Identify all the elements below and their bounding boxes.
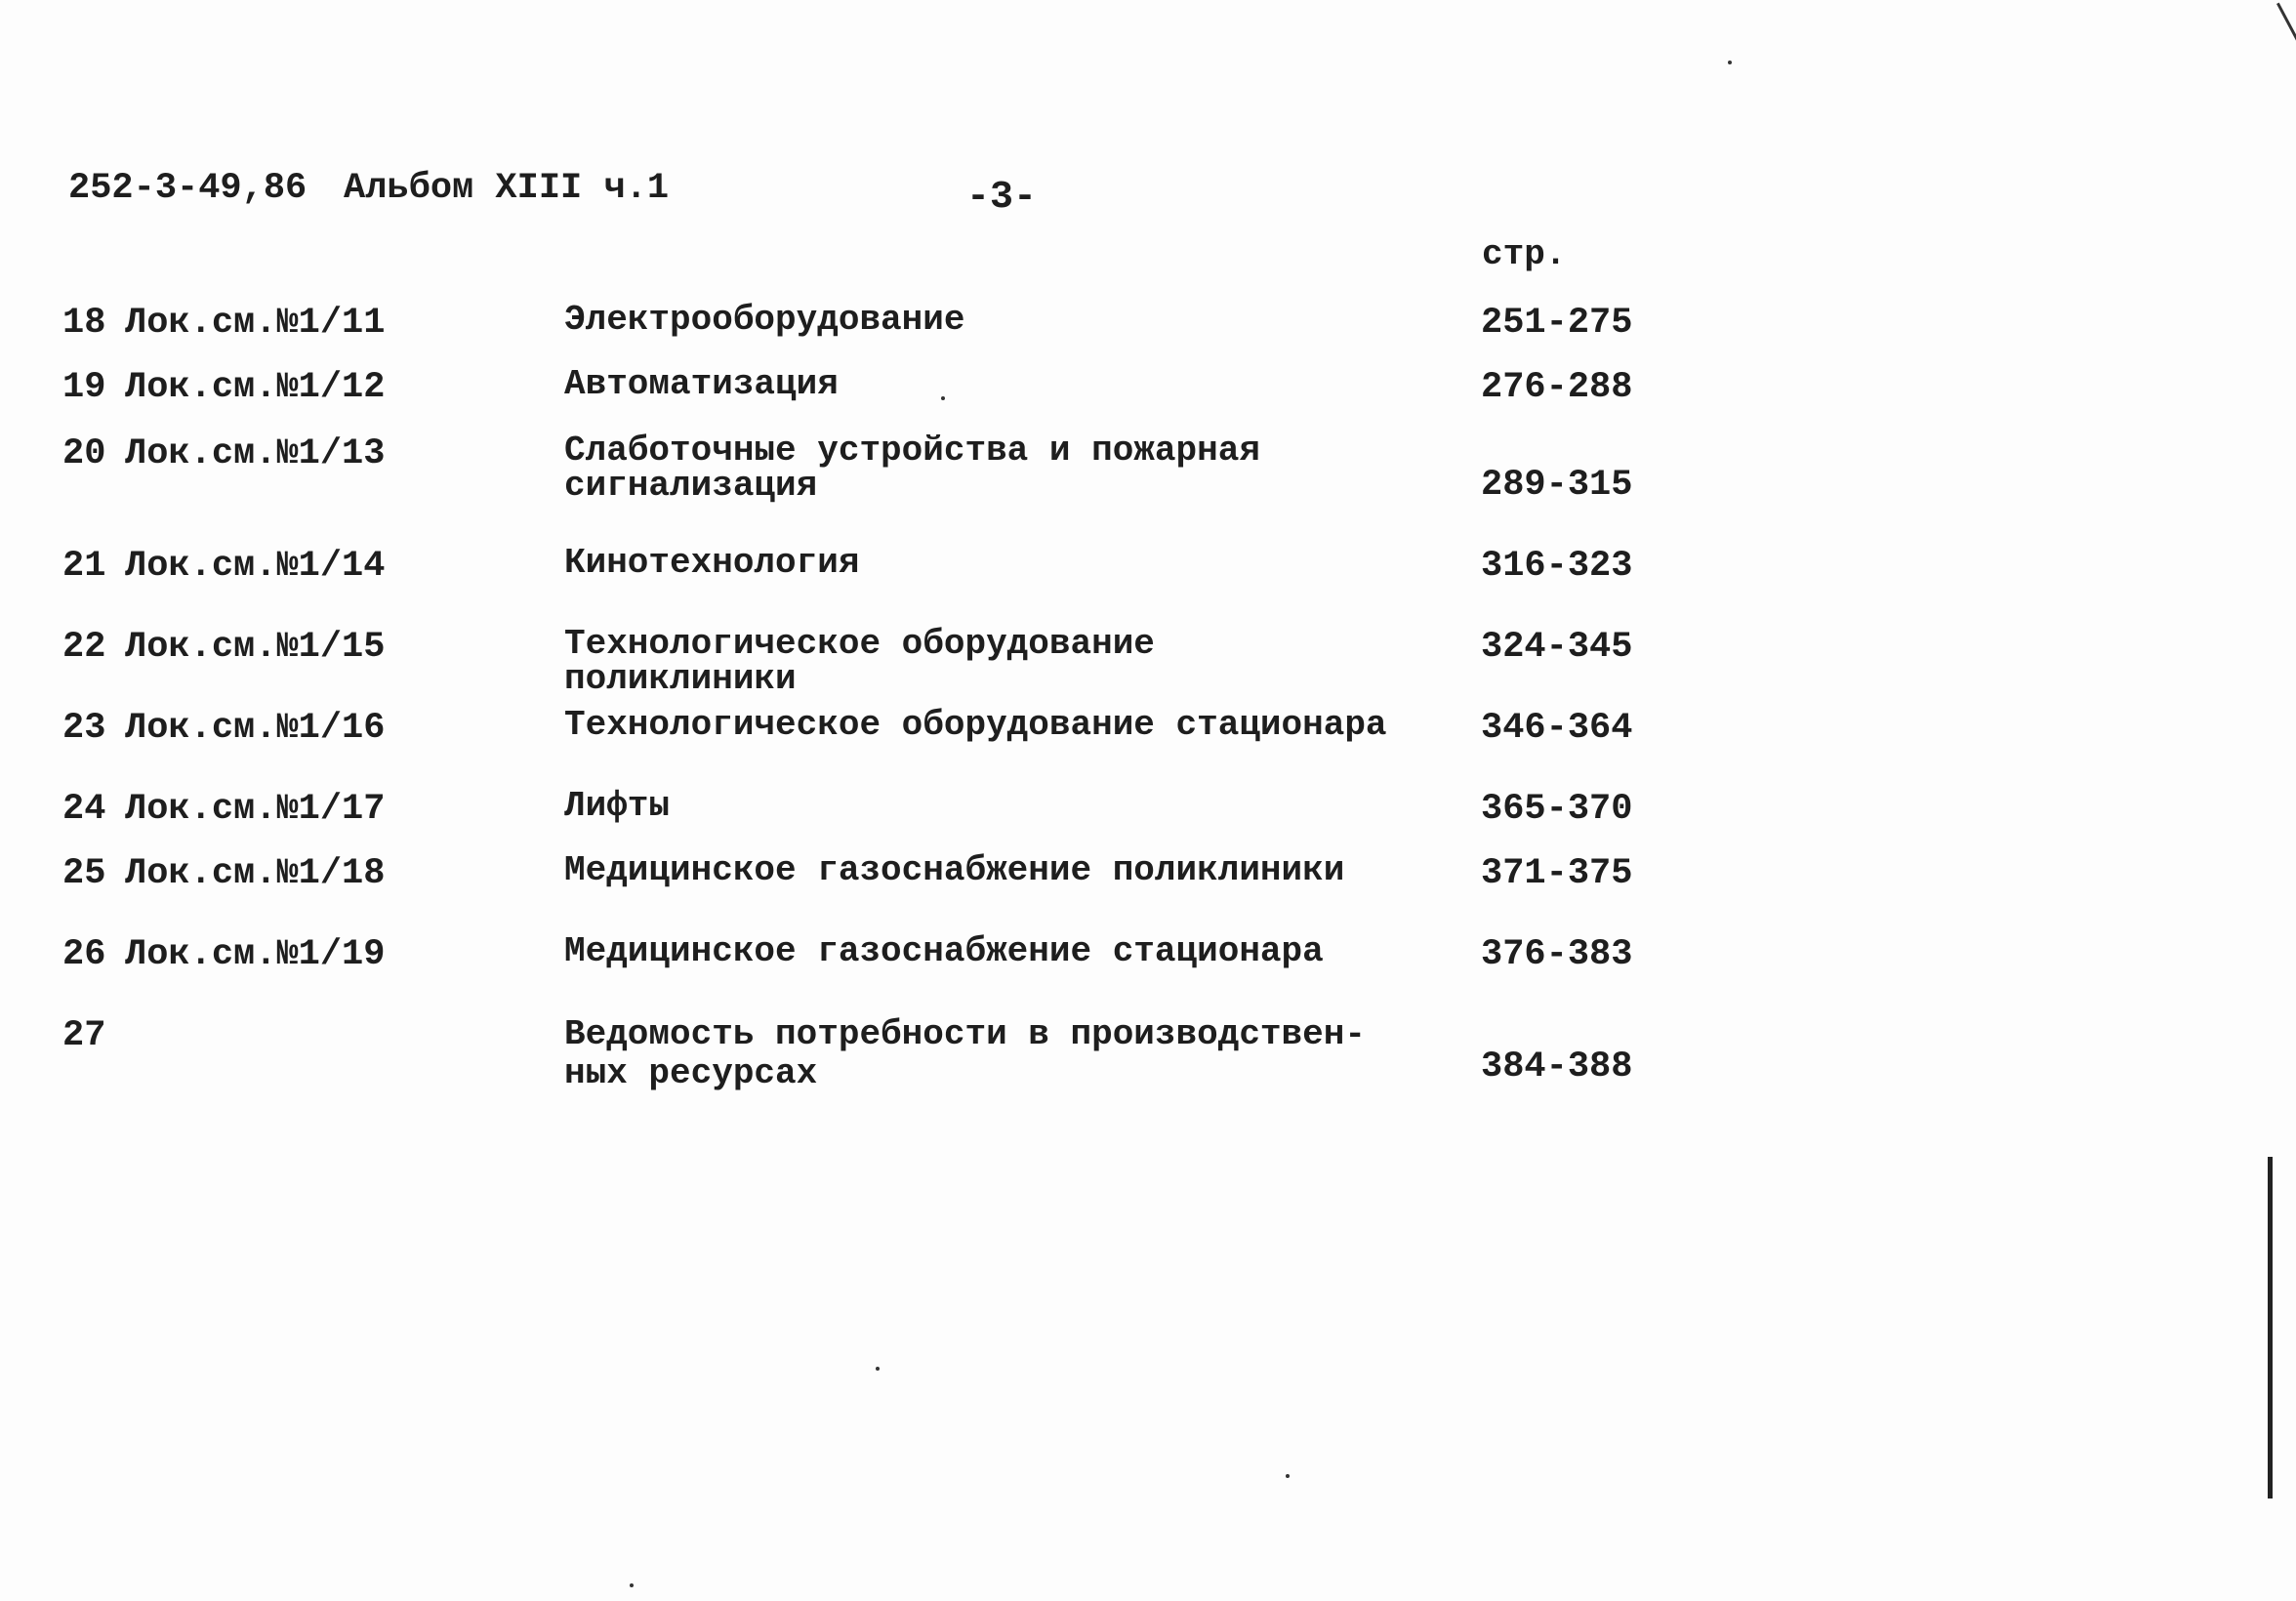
item-number: 19 <box>62 367 106 408</box>
scan-speck <box>876 1367 880 1371</box>
item-title: Слаботочные устройства и пожарная сигнализация <box>564 431 1260 506</box>
item-number: 20 <box>62 433 106 474</box>
page-range: 276-288 <box>1481 367 1633 408</box>
estimate-ref: Лок.см.№1/11 <box>125 303 386 344</box>
album-label: Альбом XIII ч.1 <box>344 168 670 209</box>
page-range: 324-345 <box>1481 627 1633 668</box>
item-title: Технологическое оборудование стационара <box>564 705 1387 745</box>
estimate-ref: Лок.см.№1/19 <box>125 934 386 975</box>
estimate-ref: Лок.см.№1/13 <box>125 433 386 474</box>
scan-edge-line <box>2268 1157 2273 1498</box>
item-number: 21 <box>62 546 106 587</box>
page-range: 289-315 <box>1481 465 1633 506</box>
page-range: 376-383 <box>1481 934 1633 975</box>
item-title: Медицинское газоснабжение поликлиники <box>564 850 1345 890</box>
page-range: 346-364 <box>1481 708 1633 749</box>
item-number: 23 <box>62 708 106 749</box>
item-title: Кинотехнология <box>564 543 860 583</box>
scan-speck <box>630 1583 634 1587</box>
item-title: Лифты <box>564 786 671 826</box>
estimate-ref: Лок.см.№1/12 <box>125 367 386 408</box>
scan-speck <box>1286 1474 1290 1478</box>
estimate-ref: Лок.см.№1/16 <box>125 708 386 749</box>
estimate-ref: Лок.см.№1/18 <box>125 853 386 894</box>
page-range: 384-388 <box>1481 1047 1633 1088</box>
page-range: 371-375 <box>1481 853 1633 894</box>
document-code: 252-3-49,86 <box>68 168 308 209</box>
item-number: 18 <box>62 303 106 344</box>
page-range: 316-323 <box>1481 546 1633 587</box>
page-range: 251-275 <box>1481 303 1633 344</box>
pages-column-header: стр. <box>1482 234 1567 274</box>
item-title: Ведомость потребности в производствен- ных ресурсах <box>564 1014 1366 1093</box>
item-title: Технологическое оборудование поликлиники <box>564 624 1155 699</box>
item-number: 22 <box>62 627 106 668</box>
item-number: 27 <box>62 1015 106 1056</box>
estimate-ref: Лок.см.№1/17 <box>125 789 386 830</box>
estimate-ref: Лок.см.№1/14 <box>125 546 386 587</box>
item-number: 26 <box>62 934 106 975</box>
item-title: Автоматизация <box>564 364 839 404</box>
page-number: -3- <box>966 176 1038 220</box>
item-number: 25 <box>62 853 106 894</box>
scan-speck <box>941 396 945 400</box>
item-title: Электрооборудование <box>564 300 965 340</box>
estimate-ref: Лок.см.№1/15 <box>125 627 386 668</box>
page-range: 365-370 <box>1481 789 1633 830</box>
scan-edge-mark <box>2276 3 2296 62</box>
item-title: Медицинское газоснабжение стационара <box>564 931 1324 971</box>
item-number: 24 <box>62 789 106 830</box>
scan-speck <box>1728 61 1732 64</box>
